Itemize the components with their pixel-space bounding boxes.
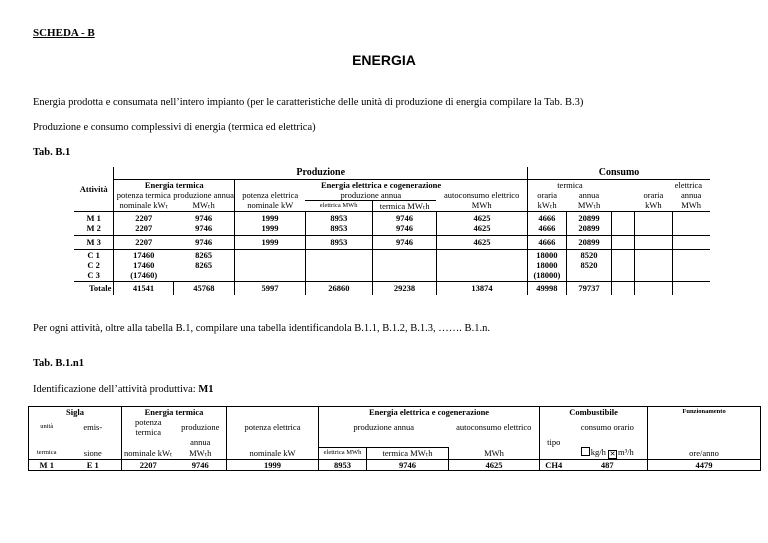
table-row — [74, 211, 710, 235]
header-attivita: Attività — [79, 183, 108, 194]
header-produzione: produzione — [181, 422, 220, 432]
cell-pot-termica: 2207 2207 — [114, 211, 173, 235]
header-energia-termica: Energia termica — [114, 179, 235, 190]
cell-pot-termica: 2207 — [122, 460, 175, 471]
cell-totale-label: Totale — [74, 281, 114, 295]
cell-attivita: M 3 — [74, 235, 114, 249]
header-unita: unità — [29, 417, 65, 437]
unit-kwt: nominale kWₜ — [114, 200, 173, 211]
header-autoconsumo: autoconsumo elettrico — [444, 189, 520, 200]
cell-totale-prod-annua: 45768 — [173, 281, 235, 295]
header-potenza-elettrica: potenza elettrica — [227, 417, 319, 437]
cell-pot-elettrica: 1999 — [235, 235, 306, 249]
header-energia-elettrica-cogen: Energia elettrica e cogenerazione — [319, 407, 540, 418]
cell-unita: M 1 — [29, 460, 65, 471]
m3h-checkbox[interactable]: ✕ — [609, 450, 616, 458]
cell-emis: E 1 — [65, 460, 122, 471]
header-sigla: Sigla — [29, 407, 122, 418]
header-sione: sione — [83, 448, 102, 458]
table-total-row — [74, 281, 710, 295]
header-potenza-elettrica: potenza elettrica — [235, 190, 306, 201]
cell-termica: 9746 9746 — [373, 211, 437, 235]
unit-mwh: MWh — [471, 200, 492, 211]
header-consumo-termica: termica — [528, 179, 612, 190]
cell-consumo-annua: 20899 — [566, 235, 612, 249]
unit-mwth: MWₜh — [192, 200, 215, 211]
section-code: SCHEDA - B — [33, 27, 95, 39]
note-text: Per ogni attività, oltre alla tabella B.1, compilare una tabella identificandola B.1.1, B.1.2, B.1.3, ……. B.1.n. — [33, 323, 490, 334]
header-emis: emis- — [83, 422, 103, 432]
header-autoconsumo: autoconsumo elettrico — [456, 422, 532, 432]
cell-totale-elettrica: 26860 — [305, 281, 372, 295]
cell-elettrica: 8953 — [319, 460, 367, 471]
unit-mwth-2: MWₜh — [577, 200, 601, 211]
cell-consumo-oraria: 18000 18000 (18000) — [528, 249, 567, 281]
cell-totale-termica: 29238 — [373, 281, 437, 295]
header-consumo: Consumo — [528, 167, 710, 179]
table-row — [74, 249, 710, 281]
cell-consumo-annua: 8520 8520 — [566, 249, 612, 281]
ident-value: M1 — [198, 384, 214, 395]
cell-pot-elettrica: 1999 1999 — [235, 211, 306, 235]
unit-kw: nominale kW — [235, 200, 306, 211]
header-produzione-annua: produzione annua — [173, 189, 234, 200]
header-consumo-orario: consumo orario — [580, 422, 634, 432]
unit-kwh: kWh — [645, 200, 662, 211]
page-title: ENERGIA — [352, 52, 416, 68]
header-consumo-elettrica: elettrica — [612, 179, 710, 190]
header-energia-termica: Energia termica — [122, 407, 227, 418]
unit-termica-mwth: termica MWₜh — [373, 200, 437, 211]
unit-mwth: MWₜh — [189, 448, 212, 458]
cell-totale-consumo-annua: 79737 — [566, 281, 612, 295]
cell-autoconsumo — [436, 249, 527, 281]
cell-autoconsumo: 4625 — [436, 235, 527, 249]
cell-elettrica: 8953 — [305, 235, 372, 249]
unit-kwth: kWₜh — [528, 200, 567, 211]
header-annua: annua — [190, 437, 211, 447]
unit-elettrica-mwh: elettrica MWh — [319, 447, 367, 460]
header-combustibile: Combustibile — [540, 407, 648, 418]
cell-pot-elettrica — [235, 249, 306, 281]
unit-ore-anno: ore/anno — [648, 447, 761, 460]
cell-termica: 9746 — [367, 460, 449, 471]
cell-prod-annua: 9746 9746 — [173, 211, 235, 235]
header-oraria: oraria — [528, 190, 567, 201]
header-produzione-annua: produzione annua — [319, 417, 449, 437]
table-b1n1 — [28, 406, 761, 471]
cell-totale-pot-termica: 41541 — [114, 281, 173, 295]
ident-label: Identificazione dell’attività produttiva: — [33, 384, 196, 395]
header-oraria-2: oraria — [643, 189, 664, 200]
cell-pot-termica: 2207 — [114, 235, 173, 249]
cell-prod-annua: 9746 — [175, 460, 227, 471]
header-annua: annua — [578, 189, 600, 200]
cell-totale-pot-elettrica: 5997 — [235, 281, 306, 295]
unit-mwh-2: MWh — [681, 200, 702, 211]
unit-kw: nominale kW — [227, 447, 319, 460]
unit-selector — [568, 447, 648, 460]
header-potenza-termica: potenza termica — [114, 190, 173, 201]
cell-pot-elettrica: 1999 — [227, 460, 319, 471]
kgh-checkbox[interactable] — [581, 447, 590, 456]
cell-attivita: M 1 M 2 — [74, 211, 114, 235]
cell-tipo: CH4 — [540, 460, 568, 471]
cell-autoconsumo: 4625 4625 — [436, 211, 527, 235]
m3h-label: m³/h — [618, 447, 634, 457]
cell-funzionamento: 4479 — [648, 460, 761, 471]
cell-elettrica — [305, 249, 372, 281]
cell-attivita: C 1 C 2 C 3 — [74, 249, 114, 281]
cell-pot-termica: 17460 17460 (17460) — [114, 249, 173, 281]
intro-text: Energia prodotta e consumata nell’intero impianto (per le caratteristiche delle unità di produzione di energia compilare la Tab. B.3) — [33, 97, 584, 108]
table-row — [74, 235, 710, 249]
header-produzione-annua-2: produzione annua — [340, 189, 402, 200]
cell-consumo-orario: 487 — [568, 460, 648, 471]
header-potenza-termica: potenza termica — [122, 417, 175, 437]
cell-elettrica: 8953 8953 — [305, 211, 372, 235]
header-annua-2: annua — [680, 189, 702, 200]
cell-totale-autoconsumo: 13874 — [436, 281, 527, 295]
header-produzione: Produzione — [114, 167, 528, 179]
cell-termica: 9746 — [373, 235, 437, 249]
cell-autoconsumo: 4625 — [449, 460, 540, 471]
header-tipo: tipo — [540, 437, 568, 447]
unit-elettrica-mwh: elettrica MWh — [305, 200, 372, 211]
header-energia-elettrica-cogen: Energia elettrica e cogenerazione — [235, 179, 528, 190]
table-b1 — [74, 167, 710, 295]
table-b1n1-label: Tab. B.1.n1 — [33, 358, 84, 369]
cell-prod-annua: 8265 8265 — [173, 249, 235, 281]
cell-prod-annua: 9746 — [173, 235, 235, 249]
cell-consumo-annua: 20899 20899 — [566, 211, 612, 235]
header-funzionamento: Funzionamento — [648, 407, 761, 438]
kgh-label: kg/h — [590, 447, 606, 457]
table-row — [29, 460, 761, 471]
table-b1-label: Tab. B.1 — [33, 147, 71, 158]
cell-consumo-oraria: 4666 — [528, 235, 567, 249]
ident-line — [33, 384, 214, 395]
cell-consumo-oraria: 4666 4666 — [528, 211, 567, 235]
cell-termica — [373, 249, 437, 281]
unit-mwh: MWh — [449, 447, 540, 460]
unit-kwt: nominale kWₜ — [122, 447, 175, 460]
header-unita-termica: termica — [29, 447, 65, 460]
unit-termica-mwth: termica MWₜh — [367, 447, 449, 460]
subintro-text: Produzione e consumo complessivi di energia (termica ed elettrica) — [33, 122, 316, 133]
cell-totale-consumo-oraria: 49998 — [528, 281, 567, 295]
